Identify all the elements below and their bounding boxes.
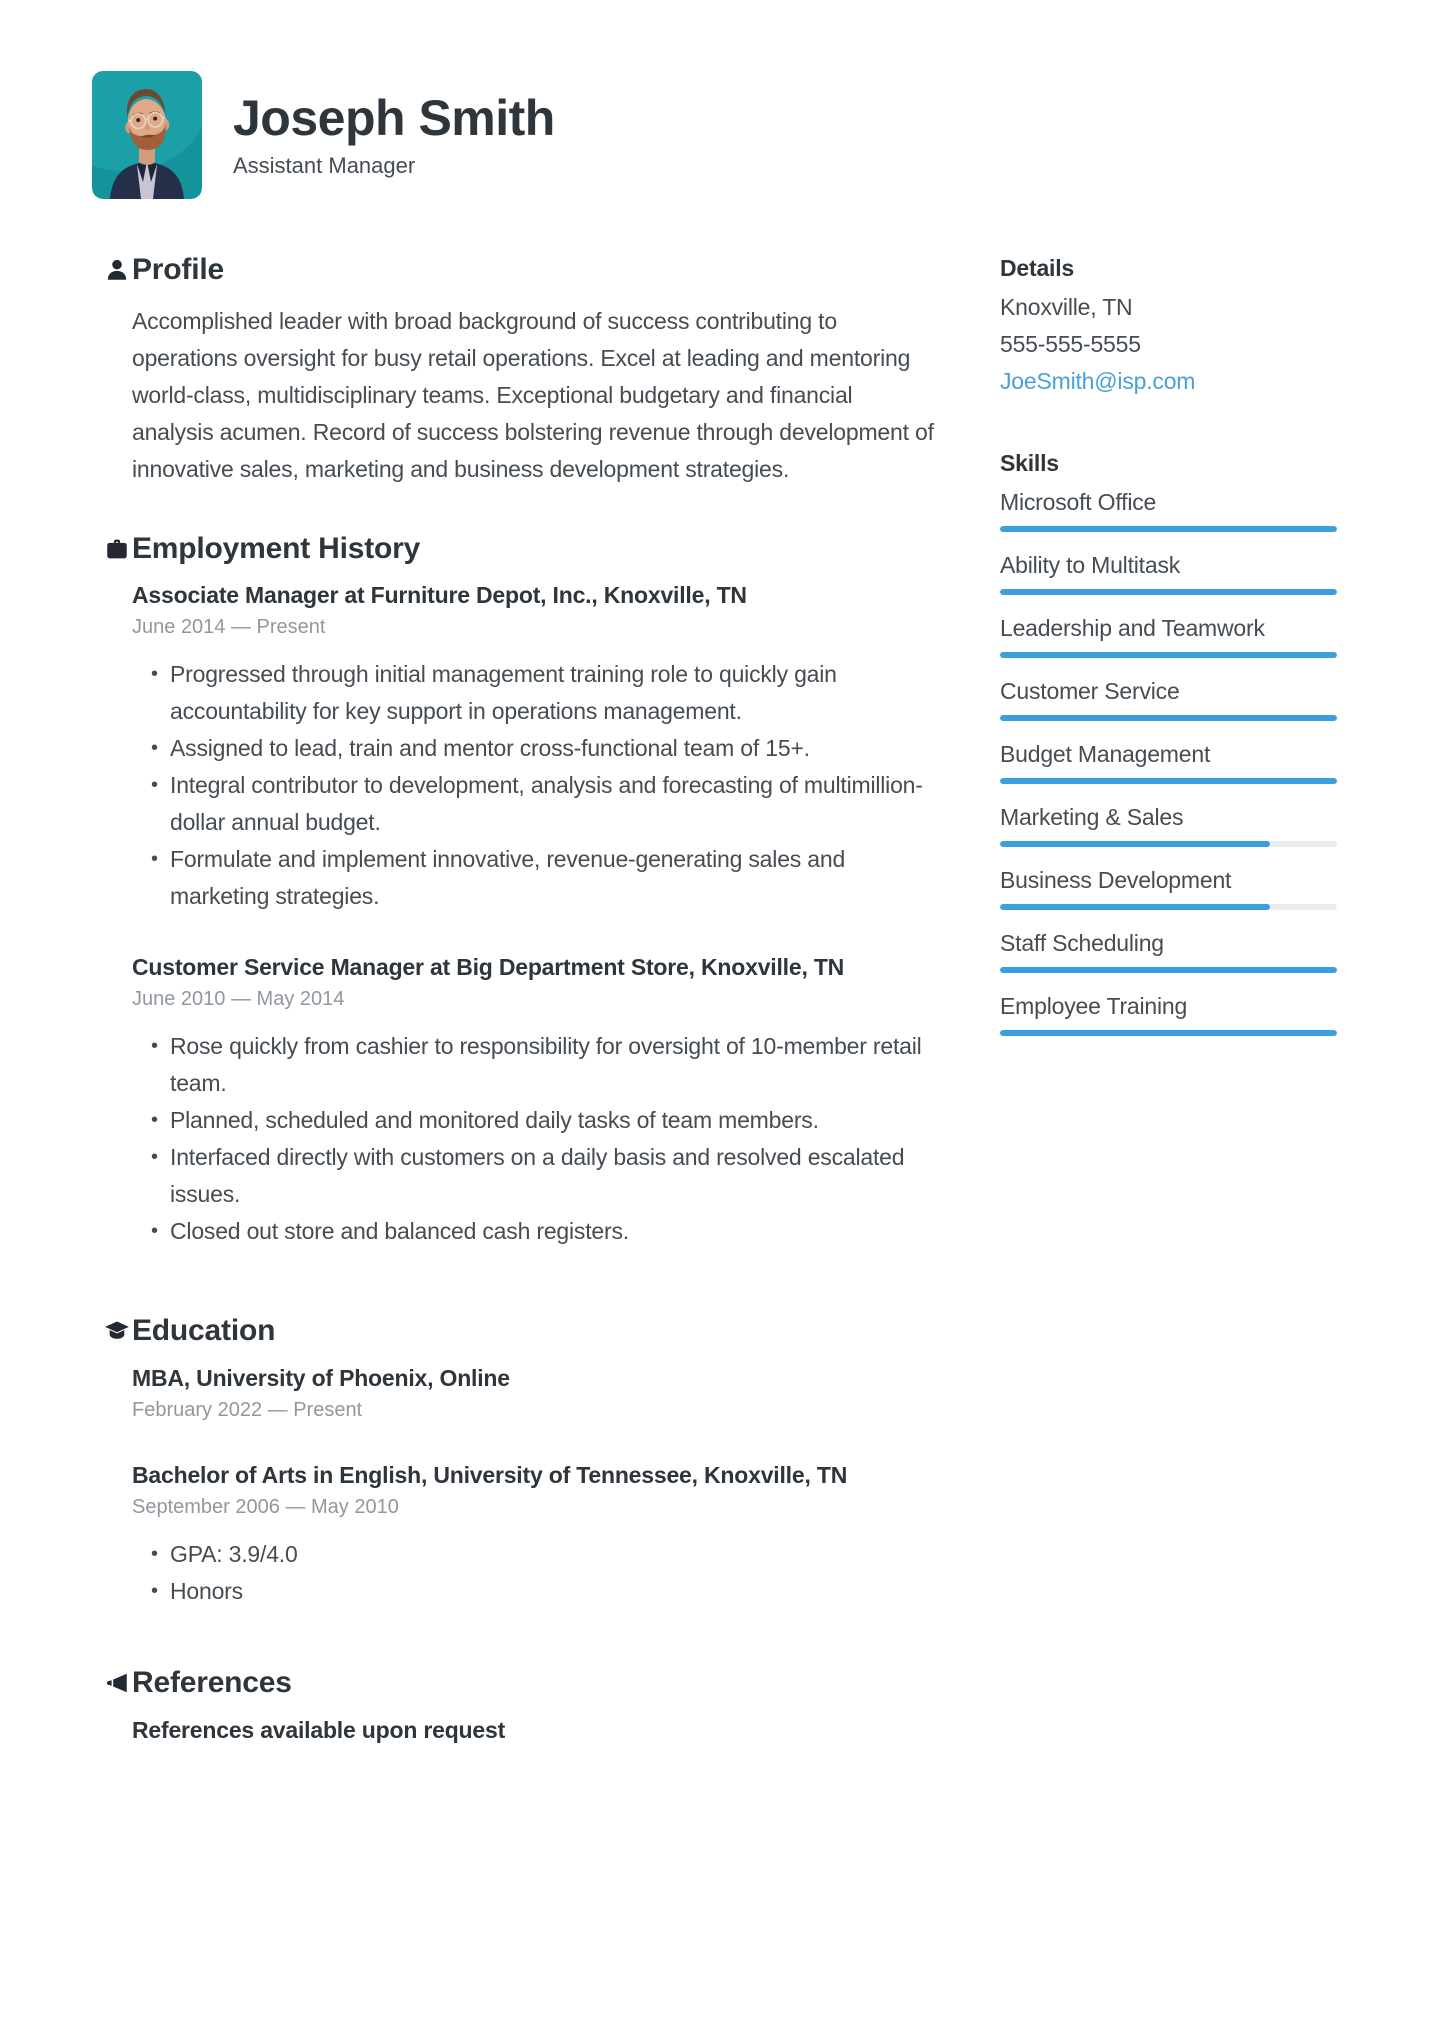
skill-progress-bar	[1000, 841, 1337, 847]
skill-progress-bar	[1000, 967, 1337, 973]
job-bullet-list	[132, 1028, 937, 1250]
skills-heading: Skills	[1000, 450, 1059, 476]
skill-label: Employee Training	[1000, 993, 1188, 1019]
profile-icon-column	[92, 253, 132, 488]
skill-label: Budget Management	[1000, 741, 1211, 767]
degree-dates: February 2022 — Present	[132, 1398, 363, 1421]
skill-label: Staff Scheduling	[1000, 930, 1164, 956]
bullet-item: • Rose quickly from cashier to responsibility for oversight of 10-member retail team.	[132, 1028, 937, 1102]
skill-progress-bar	[1000, 589, 1337, 595]
bullet-item: • Progressed through initial management training role to quickly gain accountability for key support in operations management.	[132, 656, 937, 730]
bullet-item: • Closed out store and balanced cash registers.	[132, 1213, 937, 1250]
skill-label: Microsoft Office	[1000, 489, 1157, 515]
skill-progress-bar	[1000, 904, 1337, 910]
resume-header	[92, 71, 1340, 199]
references-heading: References	[132, 1665, 292, 1699]
bullet-item: • Planned, scheduled and monitored daily tasks of team members.	[132, 1102, 937, 1139]
bullet-item: • Integral contributor to development, analysis and forecasting of multimillion-dollar annual budget.	[132, 767, 937, 841]
email-link[interactable]: JoeSmith@isp.com	[1000, 368, 1196, 394]
skill-progress-bar	[1000, 715, 1337, 721]
education-icon-column	[92, 1314, 132, 1610]
skill-label: Ability to Multitask	[1000, 552, 1181, 578]
employment-section	[92, 532, 937, 1251]
bullet-item: • GPA: 3.9/4.0	[132, 1536, 937, 1573]
skill-progress-bar	[1000, 778, 1337, 784]
bullet-item: • Formulate and implement innovative, revenue-generating sales and marketing strategies.	[132, 841, 937, 915]
skill-item	[1000, 928, 1337, 973]
degree-title: MBA, University of Phoenix, Online	[132, 1364, 510, 1391]
skill-label: Leadership and Teamwork	[1000, 615, 1265, 641]
skill-item	[1000, 865, 1337, 910]
skill-item	[1000, 550, 1337, 595]
megaphone-icon	[104, 1670, 130, 1696]
skill-progress-bar	[1000, 526, 1337, 532]
references-note: References available upon request	[132, 1717, 506, 1743]
employment-icon-column	[92, 532, 132, 1251]
skill-item	[1000, 802, 1337, 847]
school-entry	[132, 1461, 937, 1610]
skill-label: Business Development	[1000, 867, 1232, 893]
graduation-cap-icon	[104, 1318, 130, 1344]
skills-section	[1000, 448, 1337, 1036]
detail-phone: 555-555-5555	[1000, 331, 1141, 357]
degree-bullet-list	[132, 1536, 937, 1610]
bullet-item: • Interfaced directly with customers on a daily basis and resolved escalated issues.	[132, 1139, 937, 1213]
skill-item	[1000, 676, 1337, 721]
degree-dates: September 2006 — May 2010	[132, 1495, 399, 1518]
details-heading: Details	[1000, 255, 1075, 281]
references-section	[92, 1666, 937, 1746]
details-section	[1000, 253, 1337, 400]
person-icon	[104, 257, 130, 283]
skill-item	[1000, 613, 1337, 658]
skill-item	[1000, 487, 1337, 532]
education-heading: Education	[132, 1314, 276, 1347]
name-block	[233, 71, 555, 179]
references-icon-column	[92, 1666, 132, 1746]
content-columns	[92, 253, 1340, 1745]
education-section	[92, 1314, 937, 1610]
skill-label: Marketing & Sales	[1000, 804, 1184, 830]
job-bullet-list	[132, 656, 937, 915]
bullet-item: • Assigned to lead, train and mentor cross-functional team of 15+.	[132, 730, 937, 767]
job-entry	[132, 953, 937, 1250]
detail-location: Knoxville, TN	[1000, 294, 1133, 320]
main-column	[92, 253, 937, 1745]
job-entry	[132, 581, 937, 915]
skill-progress-bar	[1000, 652, 1337, 658]
skill-item	[1000, 739, 1337, 784]
skill-item	[1000, 991, 1337, 1036]
job-dates: June 2010 — May 2014	[132, 988, 345, 1010]
job-dates: June 2014 — Present	[132, 616, 326, 638]
briefcase-icon	[104, 536, 130, 562]
school-entry	[132, 1364, 937, 1423]
profile-section	[92, 253, 937, 488]
job-title: Associate Manager at Furniture Depot, Inc., Knoxville, TN	[132, 582, 747, 608]
candidate-name: Joseph Smith	[233, 90, 555, 146]
bullet-item: • Honors	[132, 1573, 937, 1610]
sidebar-column	[1000, 253, 1337, 1745]
employment-heading: Employment History	[132, 531, 421, 565]
candidate-job-title: Assistant Manager	[233, 153, 416, 178]
avatar-illustration	[92, 71, 202, 199]
skill-label: Customer Service	[1000, 678, 1180, 704]
skill-progress-bar	[1000, 1030, 1337, 1036]
job-title: Customer Service Manager at Big Department Store, Knoxville, TN	[132, 954, 845, 980]
profile-heading: Profile	[132, 253, 224, 286]
profile-photo	[92, 71, 202, 199]
profile-summary: Accomplished leader with broad background of success contributing to operations oversight for busy retail operations. Excel at leading and mentoring world-class, multidisciplinary teams. Exceptional budgetary and financial analysis acumen. Record of success bolstering revenue through development of innovative sales, marketing and business development strategies.	[132, 307, 934, 482]
degree-title: Bachelor of Arts in English, University of Tennessee, Knoxville, TN	[132, 1461, 848, 1488]
